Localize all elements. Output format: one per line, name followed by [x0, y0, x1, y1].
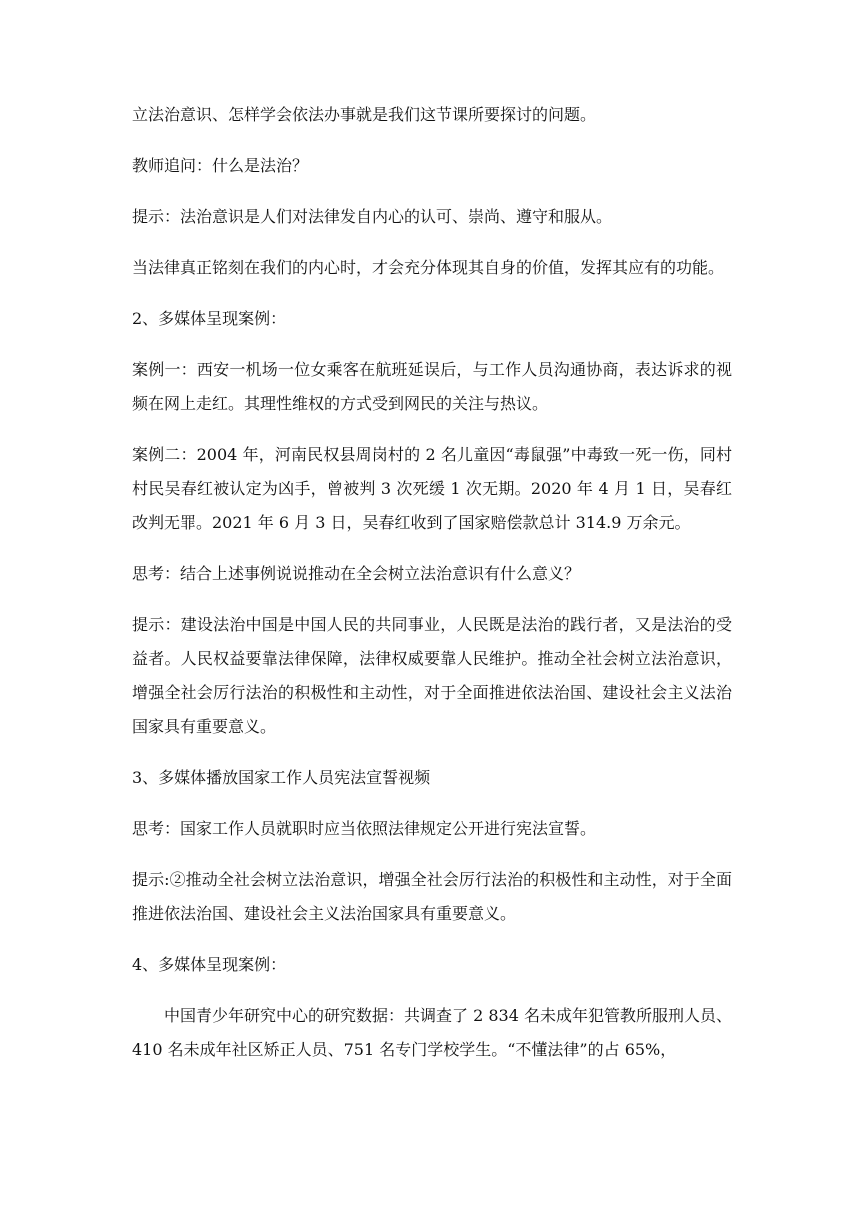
paragraph-think-2: 思考：国家工作人员就职时应当依照法律规定公开进行宪法宣誓。	[132, 819, 597, 838]
paragraph-case-2: 案例二：2004 年，河南民权县周岗村的 2 名儿童因“毒鼠强”中毒致一死一伤，同村村民吴春红被认定为凶手，曾被判 3 次死缓 1 次无期。2020 年 4 月 1 日，吴春红改判无罪。2021 年 6 月 3 日，吴春红收到了国家赔偿款总计 314.9 万余元。	[132, 445, 732, 532]
paragraph-think-1: 思考：结合上述事例说说推动在全会树立法治意识有什么意义？	[132, 564, 581, 583]
paragraph-research-data: 中国青少年研究中心的研究数据：共调查了 2 834 名未成年犯管教所服刑人员、410 名未成年社区矫正人员、751 名专门学校学生。“不懂法律”的占 65%，	[132, 1006, 732, 1059]
paragraph-hint-definition: 提示：法治意识是人们对法律发自内心的认可、崇尚、遵守和服从。	[132, 207, 613, 226]
document-body	[132, 98, 732, 1084]
heading-section-3: 3、多媒体播放国家工作人员宪法宣誓视频	[132, 768, 431, 787]
paragraph-intro: 立法治意识、怎样学会依法办事就是我们这节课所要探讨的问题。	[132, 105, 597, 124]
heading-section-4: 4、多媒体呈现案例：	[132, 955, 287, 974]
paragraph-law-value: 当法律真正铭刻在我们的内心时，才会充分体现其自身的价值，发挥其应有的功能。	[132, 258, 725, 277]
paragraph-teacher-question: 教师追问：什么是法治？	[132, 156, 309, 175]
paragraph-hint-2: 提示:②推动全社会树立法治意识，增强全社会厉行法治的积极性和主动性，对于全面推进依法治国、建设社会主义法治国家具有重要意义。	[132, 870, 732, 923]
paragraph-case-1: 案例一：西安一机场一位女乘客在航班延误后，与工作人员沟通协商，表达诉求的视频在网上走红。其理性维权的方式受到网民的关注与热议。	[132, 360, 732, 413]
heading-section-2: 2、多媒体呈现案例：	[132, 309, 287, 328]
paragraph-hint-significance: 提示：建设法治中国是中国人民的共同事业，人民既是法治的践行者，又是法治的受益者。人民权益要靠法律保障，法律权威要靠人民维护。推动全社会树立法治意识，增强全社会厉行法治的积极性和主动性，对于全面推进依法治国、建设社会主义法治国家具有重要意义。	[132, 615, 732, 736]
